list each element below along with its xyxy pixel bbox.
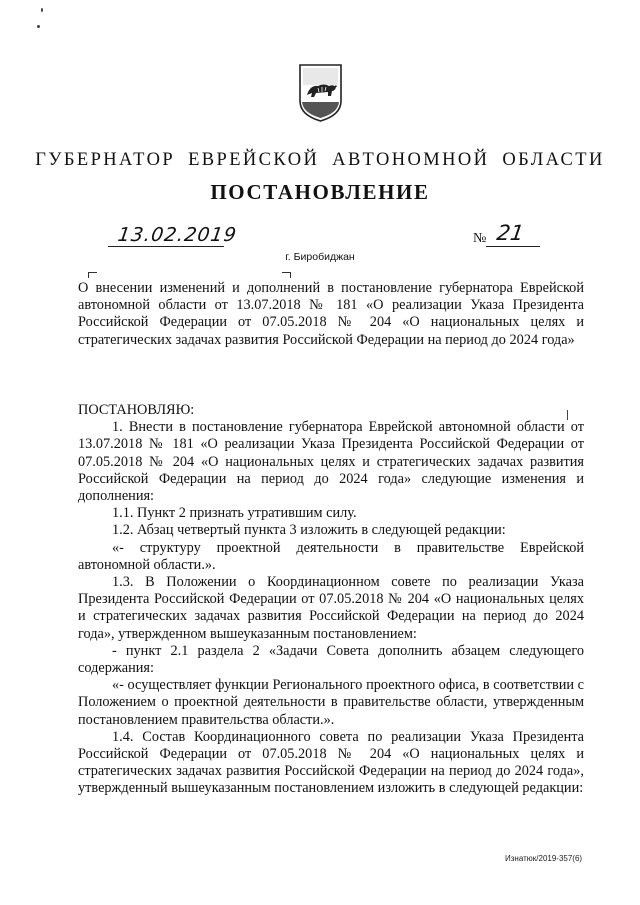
paragraph-1-3-item: - пункт 2.1 раздела 2 «Задачи Совета дополнить абзацем следующего содержания: bbox=[78, 642, 584, 677]
paragraph-1-2-text: «- структуру проектной деятельности в правительстве Еврейской автономной области.». bbox=[78, 539, 584, 573]
decree-word: ПОСТАНОВЛЯЮ: bbox=[78, 402, 195, 418]
government-title: ГУБЕРНАТОР ЕВРЕЙСКОЙ АВТОНОМНОЙ ОБЛАСТИ bbox=[35, 150, 605, 170]
paragraph-1: 1. Внести в постановление губернатора Еврейской автономной области от 13.07.2018 № 181 «О реализации Указа Президента Российской Федерации от 07.05.2018 № 204 «О национальных целях и стратегических задачах развития Российской Федерации на период до 2024 года» следующие изменения и дополнения: bbox=[78, 419, 584, 505]
city-name: г. Биробиджан bbox=[285, 251, 355, 263]
date-underline bbox=[108, 246, 224, 247]
document-number: 21 bbox=[495, 221, 526, 245]
paragraph-1-1: 1.1. Пункт 2 признать утратившим силу. bbox=[112, 505, 357, 522]
document-body bbox=[78, 402, 584, 798]
footer-reference: Изнатюк/2019-357(6) bbox=[505, 854, 583, 863]
coat-of-arms-icon bbox=[298, 63, 343, 123]
document-date: 13.02.2019 bbox=[116, 224, 239, 246]
paragraph-1-3: 1.3. В Положении о Координационном совете по реализации Указа Президента Российской Федерации от 07.05.2018 № 204 «О национальных целях и стратегических задачах развития Российской Федерации на период до 2024 года», утвержденном вышеуказанным постановлением: bbox=[78, 574, 584, 642]
number-label: № bbox=[473, 231, 487, 246]
document-subject: О внесении изменений и дополнений в постановление губернатора Еврейской автономной области от 13.07.2018 № 181 «О реализации Указа Президента Российской Федерации от 07.05.2018 № 204 «О национальных целях и стратегических задачах развития Российской Федерации на период до 2024 года» bbox=[78, 280, 584, 348]
paragraph-1-4: 1.4. Состав Координационного совета по реализации Указа Президента Российской Федерации от 07.05.2018 № 204 «О национальных целях и стратегических задачах развития Российской Федерации на период до 2024 года», утвержденный вышеуказанным постановлением изложить в следующей редакции: bbox=[78, 728, 584, 797]
paragraph-1-2: 1.2. Абзац четвертый пункта 3 изложить в следующей редакции: bbox=[112, 522, 506, 539]
document-type-heading: ПОСТАНОВЛЕНИЕ bbox=[210, 180, 430, 204]
number-underline bbox=[486, 246, 540, 247]
subject-corner-right bbox=[282, 272, 291, 278]
paragraph-1-3-text: «- осуществляет функции Регионального проектного офиса, в соответствии с Положением о проектной деятельности в правительстве области, утвержденным постановлением правительства области.». bbox=[78, 677, 584, 728]
subject-corner-left bbox=[88, 272, 97, 278]
